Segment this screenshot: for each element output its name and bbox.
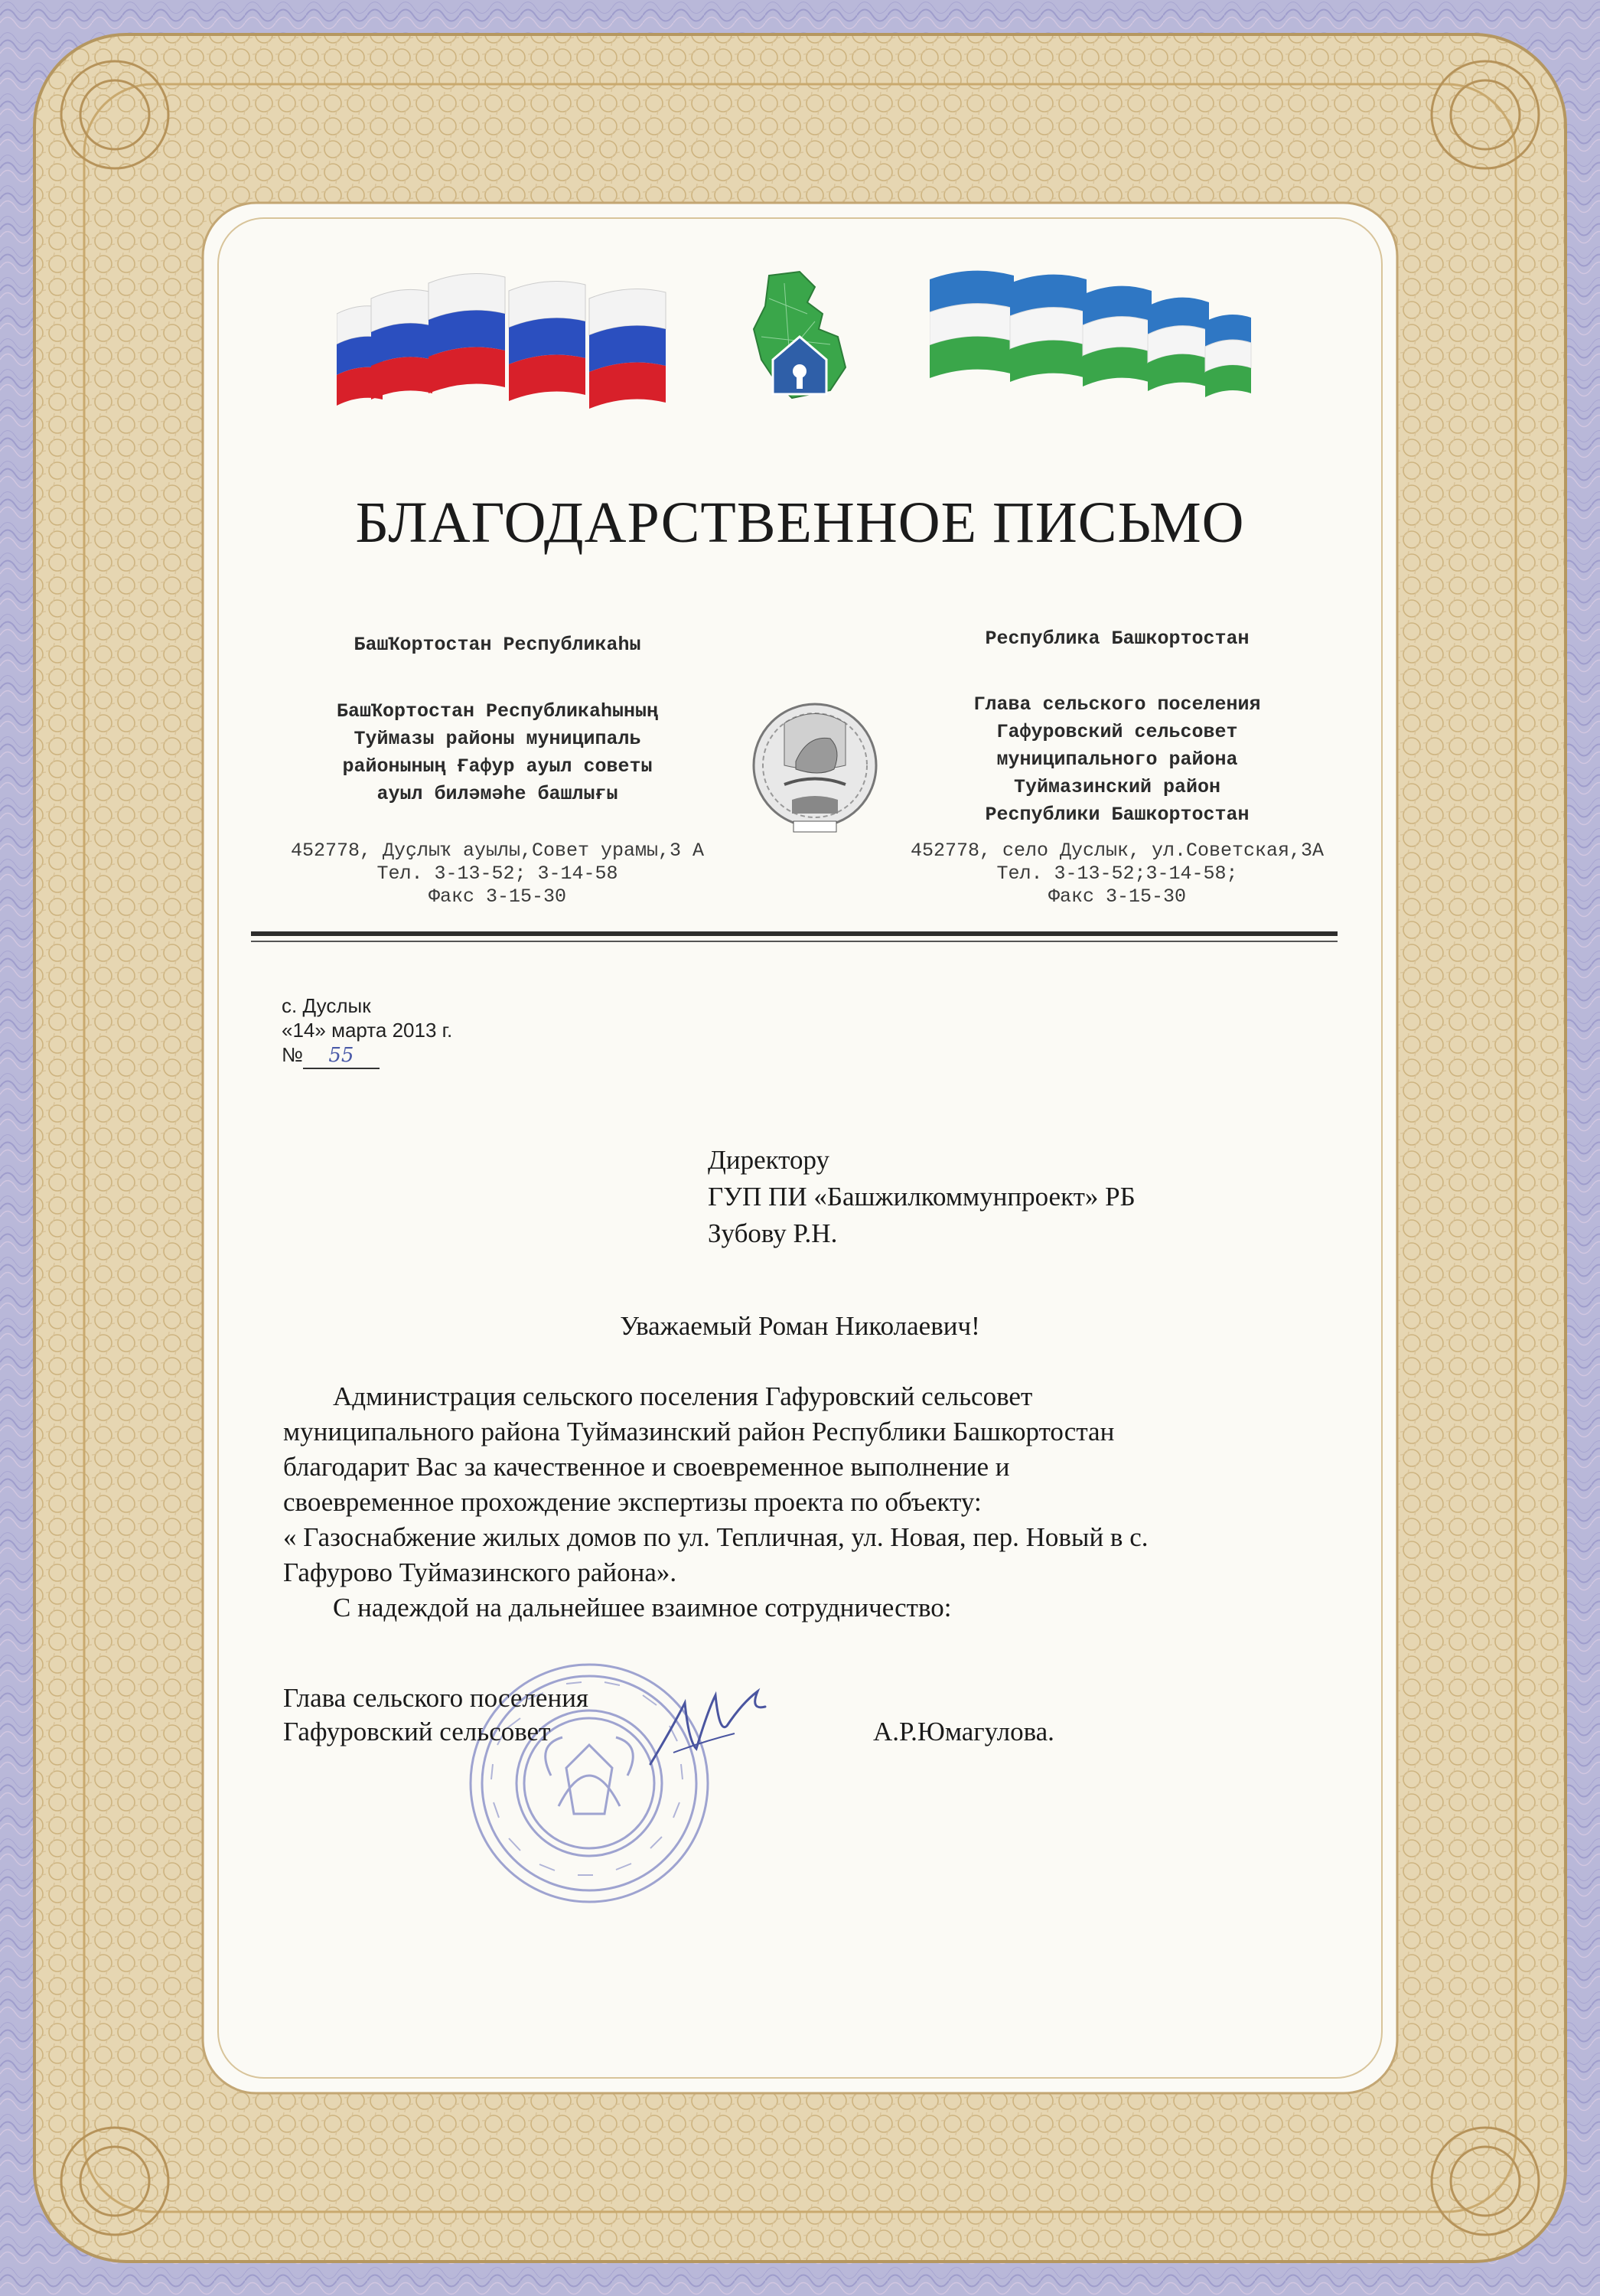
phone: Тел. 3-13-52;3-14-58; (996, 863, 1238, 885)
russian-flag-3 (429, 274, 505, 394)
letterhead-right-body: Глава сельского поселения Гафуровский сельсовет муниципального района Туймазинский район Республики Башкортостан (973, 693, 1261, 826)
letterhead-right-contacts (872, 840, 1362, 908)
russian-flag-4 (509, 282, 585, 402)
phone: Тел. 3-13-52; 3-14-58 (376, 863, 618, 885)
region-map-logo (746, 268, 853, 402)
bashkir-flag-3 (1083, 286, 1152, 386)
letterhead-right-republic: Республика Башкортостан (985, 628, 1250, 650)
letter-number (282, 1042, 452, 1069)
number-label: № (282, 1043, 303, 1066)
fax: Факс 3-15-30 (1048, 885, 1187, 908)
document-title: БЛАГОДАРСТВЕННОЕ ПИСЬМО (355, 491, 1245, 555)
bashkir-flag-5 (1205, 315, 1251, 397)
addressee-block: Директору ГУП ПИ «Башжилкоммунпроект» РБ Зубову Р.Н. (708, 1145, 1136, 1248)
letterhead-left-republic: БашҠортостан Республикаһы (354, 634, 641, 656)
address: 452778, Дуҫлыҡ ауылы,Совет урамы,3 А (290, 840, 705, 862)
letter-meta (282, 993, 452, 1069)
letterhead-left-contacts (253, 840, 742, 908)
number-value: 55 (303, 1043, 380, 1069)
fax: Факс 3-15-30 (428, 885, 567, 908)
letter-body: Администрация сельского поселения Гафуровский сельсовет муниципального района Туймазинский район Республики Башкортостан благодарит Вас за качественное и своевременное выполнение и своевременное прохождение экспертизы проекта по объекту: « Газоснабжение жилых домов по ул. Тепличная, ул. Новая, пер. Новый в с. Гафурово Туймазинского района». С надеждой на дальнейшее взаимное сотрудничество: (283, 1381, 1149, 1623)
bashkir-flag-1 (930, 271, 1014, 378)
bashkir-flags-graphic (930, 264, 1266, 417)
russian-flag-2 (371, 289, 432, 400)
handwritten-signature (643, 1680, 780, 1779)
russian-flag-5 (589, 289, 666, 409)
greeting: Уважаемый Роман Николаевич! (620, 1311, 980, 1341)
signatory-name: А.Р.Юмагулова. (873, 1717, 1054, 1746)
bashkir-flag-2 (1010, 275, 1087, 382)
letterhead-left-body: БашҠортостан Республикаһының Туймазы районы муниципаль районының Ғафур ауыл советы ауыл биләмәһе башлығы (336, 700, 659, 805)
bashkortostan-coat-of-arms (746, 693, 884, 842)
date: «14» марта 2013 г. (282, 1019, 453, 1042)
bashkir-flag-4 (1148, 298, 1209, 391)
address: 452778, село Дуслык, ул.Советская,3А (910, 840, 1325, 862)
letterhead-divider (251, 930, 1338, 948)
russian-flags-graphic (337, 260, 673, 429)
place: с. Дуслык (282, 994, 371, 1017)
signatory-position: Глава сельского поселения Гафуровский сельсовет (283, 1683, 589, 1746)
